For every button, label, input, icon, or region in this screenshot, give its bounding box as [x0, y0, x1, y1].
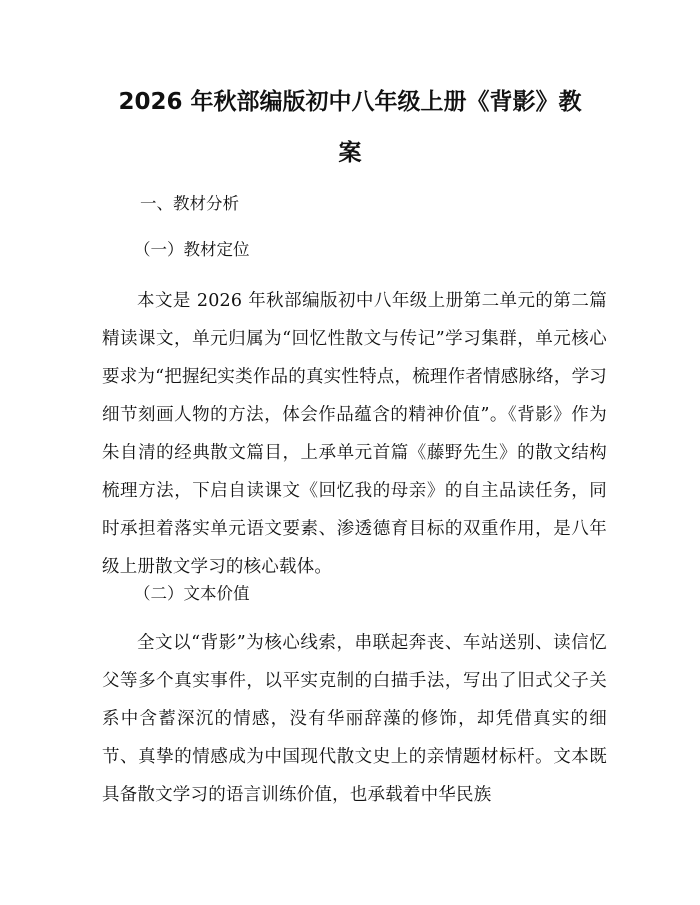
subsection-heading-text-value: （二）文本价值 [134, 584, 250, 603]
section-heading-textbook-analysis: 一、教材分析 [140, 194, 239, 213]
subsection-heading-textbook-positioning: （一）教材定位 [134, 240, 250, 259]
paragraph-textbook-positioning: 本文是 2026 年秋部编版初中八年级上册第二单元的第二篇精读课文，单元归属为“回忆性散文与传记”学习集群，单元核心要求为“把握纪实类作品的真实性特点，梳理作者情感脉络，学习细节刻画人物的方法，体会作品蕴含的精神价值”。《背影》作为朱自清的经典散文篇目，上承单元首篇《藤野先生》的散文结构梳理方法，下启自读课文《回忆我的母亲》的自主品读任务，同时承担着落实单元语文要素、渗透德育目标的双重作用，是八年级上册散文学习的核心载体。 [102, 291, 607, 577]
document-title-line-2: 案 [338, 140, 362, 166]
document-title-line-1: 2026 年秋部编版初中八年级上册《背影》教 [118, 89, 582, 115]
paragraph-text-value: 全文以“背影”为核心线索，串联起奔丧、车站送别、读信忆父等多个真实事件，以平实克制的白描手法，写出了旧式父子关系中含蓄深沉的情感，没有华丽辞藻的修饰，却凭借真实的细节、真挚的情感成为中国现代散文史上的亲情题材标杆。文本既具备散文学习的语言训练价值，也承载着中华民族 [102, 633, 607, 805]
